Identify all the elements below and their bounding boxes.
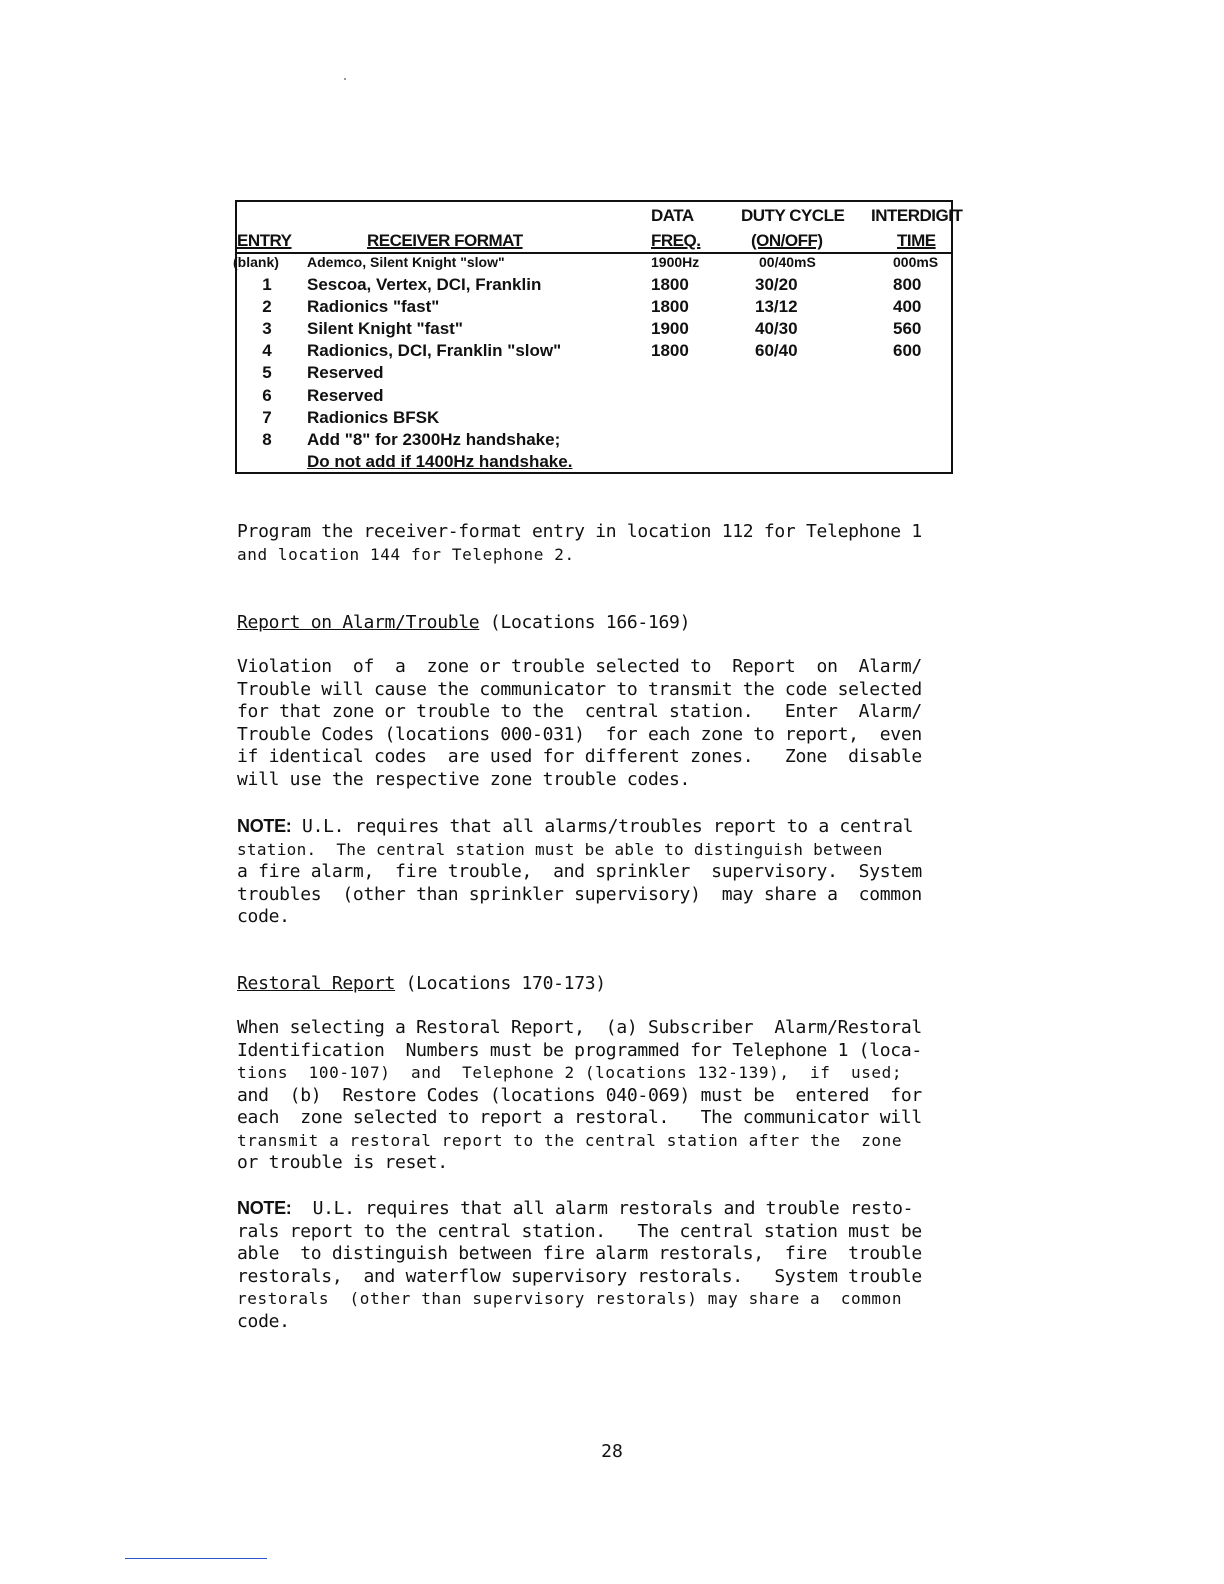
- header-on-off: (ON/OFF): [751, 231, 823, 250]
- format-cell: Radionics "fast": [307, 297, 440, 316]
- entry-cell: 3: [262, 319, 272, 338]
- time-cell: 560: [893, 319, 922, 338]
- section2-paragraph: [237, 1017, 972, 1175]
- format-cell: Add "8" for 2300Hz handshake;: [307, 430, 561, 449]
- format-cell: Radionics, DCI, Franklin "slow": [307, 341, 562, 360]
- header-interdigit: INTERDIGIT: [871, 206, 963, 225]
- intro-paragraph: [237, 521, 972, 566]
- entry-cell: (blank): [233, 254, 279, 270]
- text-line: restorals, and waterflow supervisory restorals. System trouble: [237, 1265, 922, 1287]
- section1-note: [237, 815, 972, 929]
- time-cell: 600: [893, 341, 922, 360]
- freq-cell: 1800: [651, 275, 689, 294]
- format-cell: Sescoa, Vertex, DCI, Franklin: [307, 275, 542, 294]
- note-label: NOTE:: [237, 816, 292, 836]
- note-text: U.L. requires that all alarms/troubles report to a central: [291, 816, 914, 837]
- table-row: [237, 386, 951, 408]
- text-line: a fire alarm, fire trouble, and sprinkler supervisory. System: [237, 861, 922, 882]
- entry-cell: 6: [262, 386, 272, 405]
- duty-cell: 60/40: [755, 341, 798, 360]
- text-line: transmit a restoral report to the central station after the zone: [237, 1130, 903, 1150]
- note-text: U.L. requires that all alarm restorals and trouble resto-: [291, 1198, 914, 1219]
- header-time: TIME: [897, 231, 936, 250]
- header-freq: FREQ.: [651, 231, 701, 250]
- text-line: When selecting a Restoral Report, (a) Subscriber Alarm/Restoral: [237, 1017, 922, 1038]
- table-row: [233, 254, 951, 276]
- text-line: code.: [237, 906, 290, 927]
- table-row: [237, 452, 951, 474]
- table-row: [237, 341, 951, 363]
- text-line: rals report to the central station. The central station must be: [237, 1220, 922, 1242]
- duty-cell: 40/30: [755, 319, 798, 338]
- table-row: [237, 297, 951, 319]
- text-line: Program the receiver-format entry in location 112 for Telephone 1: [237, 521, 922, 542]
- format-cell: Ademco, Silent Knight "slow": [307, 254, 505, 270]
- table-row: [237, 408, 951, 430]
- text-line: code.: [237, 1310, 290, 1332]
- freq-cell: 1800: [651, 297, 689, 316]
- text-line: or trouble is reset.: [237, 1152, 448, 1173]
- text-line: restorals (other than supervisory restorals) may share a common: [237, 1289, 903, 1308]
- time-cell: 000mS: [893, 254, 939, 270]
- section1-paragraph: [237, 656, 972, 791]
- text-line: if identical codes are used for different zones. Zone disable: [237, 746, 922, 767]
- duty-cell: 30/20: [755, 275, 798, 294]
- header-entry: ENTRY: [237, 231, 292, 250]
- entry-cell: 4: [262, 341, 272, 360]
- text-line: tions 100-107) and Telephone 2 (locations 132-139), if used;: [237, 1063, 903, 1082]
- header-data: DATA: [651, 206, 694, 225]
- freq-cell: 1900Hz: [651, 254, 700, 270]
- receiver-format-table: [233, 200, 963, 474]
- text-line: and (b) Restore Codes (locations 040-069) must be entered for: [237, 1084, 922, 1106]
- header-duty-cycle: DUTY CYCLE: [741, 206, 845, 225]
- format-cell: Radionics BFSK: [307, 408, 440, 427]
- text-line: will use the respective zone trouble codes.: [237, 768, 691, 790]
- scan-speck: [344, 78, 346, 80]
- entry-cell: 2: [262, 297, 272, 316]
- header-receiver-format: RECEIVER FORMAT: [367, 231, 523, 250]
- duty-cell: 13/12: [755, 297, 798, 316]
- page-number: 28: [601, 1441, 623, 1462]
- table-row: [237, 430, 951, 452]
- text-line: [237, 815, 972, 839]
- text-line: station. The central station must be able to distinguish between: [237, 839, 883, 859]
- entry-cell: 7: [262, 408, 272, 427]
- time-cell: 800: [893, 275, 922, 294]
- text-line: [237, 1197, 972, 1221]
- format-cell: Reserved: [307, 386, 384, 405]
- text-line: Identification Numbers must be programmed for Telephone 1 (loca-: [237, 1039, 922, 1061]
- text-line: able to distinguish between fire alarm restorals, fire trouble: [237, 1243, 922, 1264]
- entry-cell: 8: [262, 430, 272, 449]
- section-title: Report on Alarm/Trouble: [237, 612, 480, 633]
- table-row: [237, 319, 951, 341]
- format-cell: Reserved: [307, 363, 384, 382]
- text-line: Trouble will cause the communicator to transmit the code selected: [237, 678, 922, 700]
- freq-cell: 1800: [651, 341, 689, 360]
- section-locations: (Locations 166-169): [489, 612, 691, 633]
- footer-rule: [125, 1558, 267, 1559]
- text-line: Trouble Codes (locations 000-031) for each zone to report, even: [237, 723, 922, 745]
- section-heading-report-alarm-trouble: [237, 612, 690, 633]
- format-cell: Do not add if 1400Hz handshake.: [307, 452, 573, 471]
- freq-cell: 1900: [651, 319, 689, 338]
- duty-cell: 00/40mS: [759, 254, 816, 270]
- section-locations: (Locations 170-173): [405, 973, 606, 994]
- text-line: for that zone or trouble to the central station. Enter Alarm/: [237, 701, 922, 722]
- entry-cell: 5: [262, 363, 272, 382]
- text-line: Violation of a zone or trouble selected to Report on Alarm/: [237, 656, 922, 677]
- time-cell: 400: [893, 297, 922, 316]
- entry-cell: 1: [262, 275, 272, 294]
- section-heading-restoral-report: [237, 973, 606, 994]
- table-row: [237, 363, 951, 385]
- text-line: and location 144 for Telephone 2.: [237, 544, 575, 564]
- section-title: Restoral Report: [237, 973, 396, 994]
- text-line: troubles (other than sprinkler supervisory) may share a common: [237, 883, 922, 905]
- note-label: NOTE:: [237, 1198, 292, 1218]
- format-cell: Silent Knight "fast": [307, 319, 463, 338]
- section2-note: [237, 1197, 972, 1333]
- table-row: [237, 275, 951, 297]
- text-line: each zone selected to report a restoral. The communicator will: [237, 1107, 922, 1128]
